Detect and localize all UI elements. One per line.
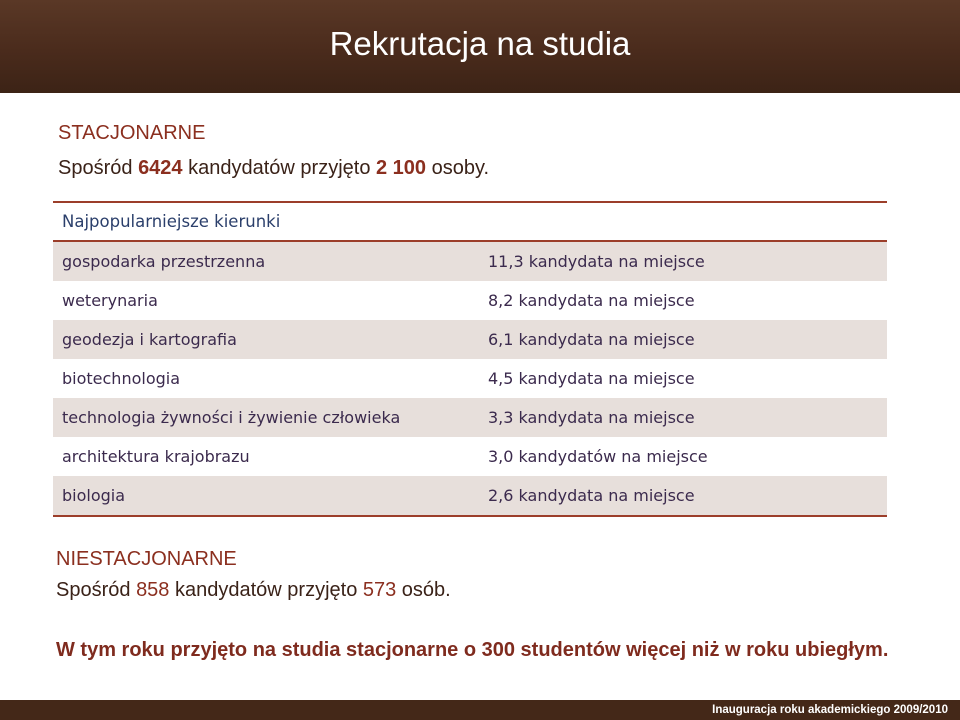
table-row — [53, 398, 887, 437]
stacjonarne-prefix: Spośród — [58, 157, 139, 179]
footer-bar — [0, 700, 960, 720]
niestacjonarne-summary — [56, 577, 451, 603]
major-name: technologia żywności i żywienie człowieka — [62, 408, 401, 427]
stacjonarne-admitted: 2 100 — [376, 157, 427, 179]
major-name: biotechnologia — [62, 369, 181, 388]
table-row — [53, 476, 887, 515]
niestacjonarne-label: NIESTACJONARNE — [56, 548, 237, 570]
niestacjonarne-admitted: 573 — [362, 579, 397, 601]
table-header: Najpopularniejsze kierunki — [53, 203, 887, 242]
niestacjonarne-suffix: osób. — [396, 579, 451, 601]
niestacjonarne-middle: kandydatów przyjęto — [169, 579, 363, 601]
candidates-per-place: 11,3 kandydata na miejsce — [488, 252, 705, 271]
table-row — [53, 437, 887, 476]
summary-statement: W tym roku przyjęto na studia stacjonarne o 300 studentów więcej niż w roku ubiegłym. — [56, 639, 889, 661]
footer-text: Inauguracja roku akademickiego 2009/2010 — [712, 704, 948, 716]
stacjonarne-suffix: osoby. — [426, 157, 490, 179]
stacjonarne-label: STACJONARNE — [58, 122, 206, 144]
niestacjonarne-candidates: 858 — [136, 579, 170, 601]
candidates-per-place: 4,5 kandydata na miejsce — [488, 369, 695, 388]
stacjonarne-summary — [58, 155, 489, 181]
slide-title-text: Rekrutacja na studia — [329, 25, 631, 62]
niestacjonarne-prefix: Spośród — [56, 579, 137, 601]
major-name: biologia — [62, 486, 126, 505]
major-name: gospodarka przestrzenna — [62, 252, 266, 271]
table-row — [53, 242, 887, 281]
major-name: geodezja i kartografia — [62, 330, 237, 349]
candidates-per-place: 6,1 kandydata na miejsce — [488, 330, 695, 349]
major-name: architektura krajobrazu — [62, 447, 250, 466]
major-name: weterynaria — [62, 291, 158, 310]
stacjonarne-middle: kandydatów przyjęto — [182, 157, 376, 179]
slide-title — [0, 22, 960, 66]
popular-majors-table — [53, 201, 887, 517]
candidates-per-place: 2,6 kandydata na miejsce — [488, 486, 695, 505]
table-row — [53, 281, 887, 320]
table-row — [53, 359, 887, 398]
candidates-per-place: 3,3 kandydata na miejsce — [488, 408, 695, 427]
title-bar — [0, 0, 960, 93]
stacjonarne-candidates: 6424 — [138, 157, 183, 179]
table-row — [53, 320, 887, 359]
candidates-per-place: 8,2 kandydata na miejsce — [488, 291, 695, 310]
candidates-per-place: 3,0 kandydatów na miejsce — [488, 447, 708, 466]
